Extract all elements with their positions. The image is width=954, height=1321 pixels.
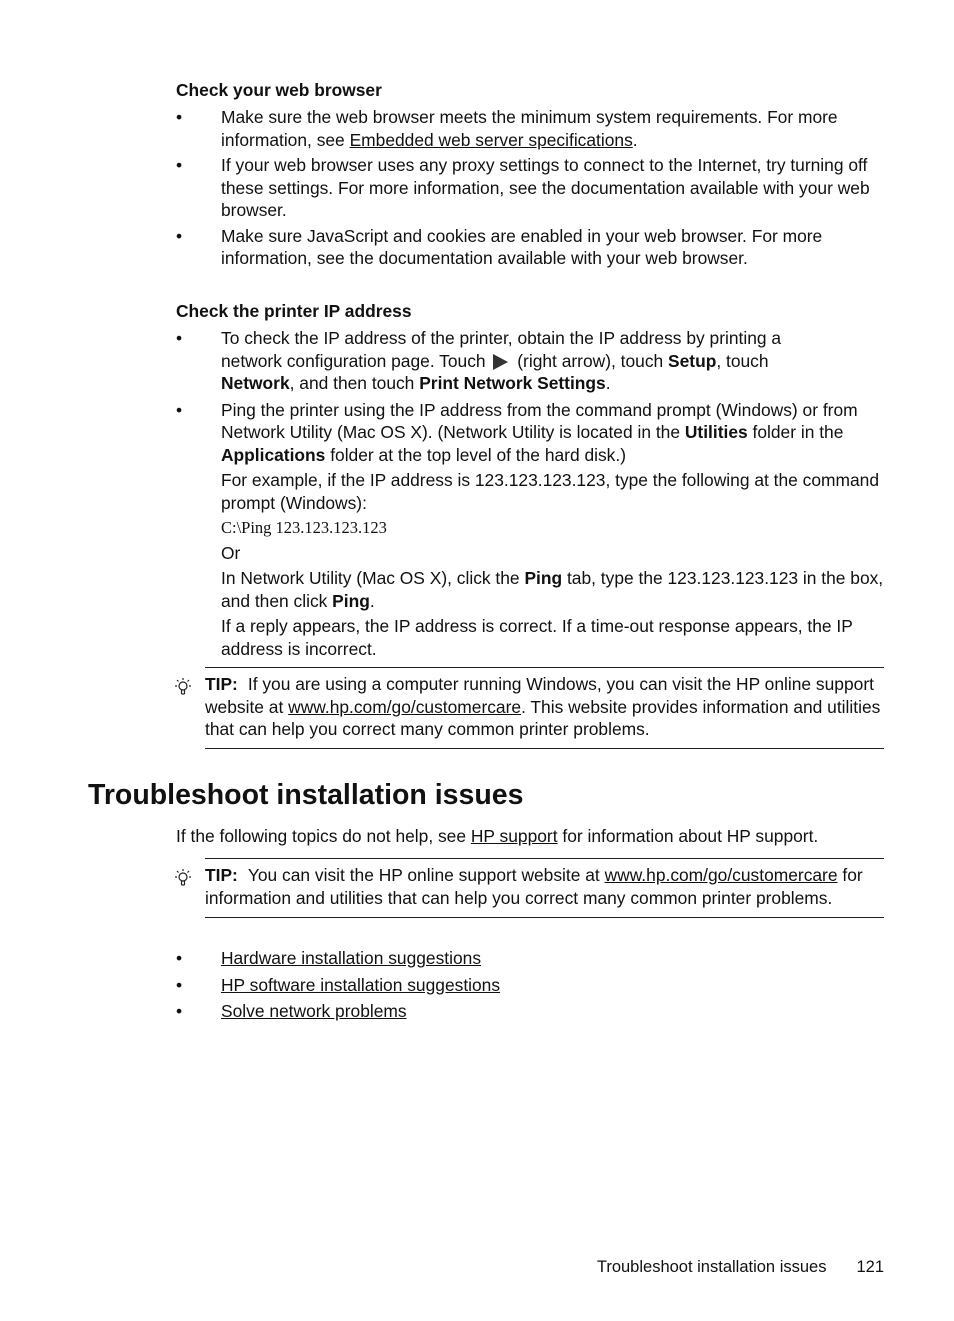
link-solve-network-problems[interactable]: Solve network problems	[221, 1001, 407, 1021]
page-number: 121	[856, 1258, 884, 1276]
list-item	[176, 154, 884, 222]
item-text: folder at the top level of the hard disk.)	[325, 444, 627, 465]
mac-paragraph	[221, 567, 884, 612]
bullet: •	[176, 225, 183, 246]
example-paragraph: For example, if the IP address is 123.123.123.123, type the following at the command prompt (Windows):	[221, 470, 880, 513]
right-arrow-icon	[493, 354, 508, 370]
item-text: .	[369, 590, 375, 611]
link-embedded-web-server-specs[interactable]: Embedded web server specifications	[349, 129, 633, 150]
link-hardware-installation[interactable]: Hardware installation suggestions	[221, 948, 482, 968]
or-text: Or	[221, 542, 241, 563]
tip-text: You can visit the HP online support website at	[247, 865, 605, 885]
section-title: Troubleshoot installation issues	[88, 779, 524, 811]
bullet: •	[176, 399, 183, 420]
tip-label: TIP:	[205, 674, 238, 694]
item-text: .	[605, 373, 611, 393]
footer-section-title: Troubleshoot installation issues	[596, 1258, 827, 1276]
setup-term: Setup	[668, 350, 717, 371]
ping-tab-term: Ping	[524, 568, 563, 588]
item-text: (right arrow), touch	[512, 350, 669, 371]
heading-check-printer-ip: Check the printer IP address	[176, 301, 412, 321]
ping-command: C:\Ping 123.123.123.123	[221, 518, 387, 537]
network-term: Network	[221, 373, 290, 393]
tip-box-1	[205, 667, 884, 749]
ping-intro	[221, 399, 884, 467]
print-network-settings-term: Print Network Settings	[419, 373, 606, 393]
bullet: •	[176, 948, 183, 968]
list-item	[176, 947, 884, 970]
link-hp-support[interactable]: HP support	[470, 826, 558, 846]
tip-text: . This website provides information and utilities that can help you correct many common printer problems.	[205, 696, 881, 739]
printer-ip-list	[176, 327, 884, 660]
topic-link-list	[176, 947, 884, 1023]
bullet: •	[176, 1001, 183, 1021]
link-hp-software-installation[interactable]: HP software installation suggestions	[221, 974, 501, 995]
link-hp-customercare[interactable]: www.hp.com/go/customercare	[604, 865, 838, 885]
intro-text: for information about HP support.	[557, 826, 819, 846]
applications-term: Applications	[221, 444, 326, 465]
item-text: To check the IP address of the printer, obtain the IP address by printing a network configuration page. Touch	[221, 328, 782, 371]
web-browser-list	[176, 106, 884, 270]
tip-box-2	[205, 858, 884, 918]
ping-button-term: Ping	[332, 590, 370, 611]
list-item	[176, 399, 884, 661]
item-text: Make sure the web browser meets the minimum system requirements. For more information, see	[221, 107, 838, 150]
item-text: , and then touch	[289, 373, 420, 393]
tip-text: for information and utilities that can help you correct many common printer problems.	[205, 865, 863, 908]
bullet: •	[176, 328, 183, 348]
intro-paragraph	[176, 825, 884, 848]
item-text: folder in the	[747, 422, 844, 442]
list-item	[176, 1000, 884, 1023]
page-footer	[597, 1256, 884, 1279]
item-text: Make sure JavaScript and cookies are enabled in your web browser. For more information, see the documentation available with your web browser.	[221, 225, 823, 268]
item-text: Ping the printer using the IP address from the command prompt (Windows) or from Network Utility (Mac OS X). (Network Utility is located in the	[221, 399, 858, 442]
bullet: •	[176, 107, 183, 127]
list-item	[176, 106, 884, 151]
item-text: .	[632, 129, 638, 150]
list-item	[176, 327, 884, 395]
reply-paragraph: If a reply appears, the IP address is correct. If a time-out response appears, the IP address is incorrect.	[221, 616, 853, 659]
lightbulb-icon	[173, 868, 193, 888]
heading-check-web-browser: Check your web browser	[176, 80, 382, 100]
intro-text: If the following topics do not help, see	[176, 826, 471, 846]
list-item	[176, 225, 884, 270]
lightbulb-icon	[173, 677, 193, 697]
bullet: •	[176, 155, 183, 175]
utilities-term: Utilities	[684, 422, 748, 442]
tip-label: TIP:	[205, 865, 238, 885]
item-text: tab, type the 123.123.123.123 in the box, and then click	[221, 568, 884, 611]
item-text: If your web browser uses any proxy settings to connect to the Internet, try turning off these settings. For more information, see the documentation available with your web browser.	[221, 155, 870, 220]
item-text: , touch	[716, 350, 769, 371]
tip-text: If you are using a computer running Windows, you can visit the HP online support website at	[205, 674, 874, 717]
list-item	[176, 974, 884, 997]
bullet: •	[176, 974, 183, 995]
link-hp-customercare[interactable]: www.hp.com/go/customercare	[288, 696, 522, 717]
item-text: In Network Utility (Mac OS X), click the	[221, 568, 525, 588]
